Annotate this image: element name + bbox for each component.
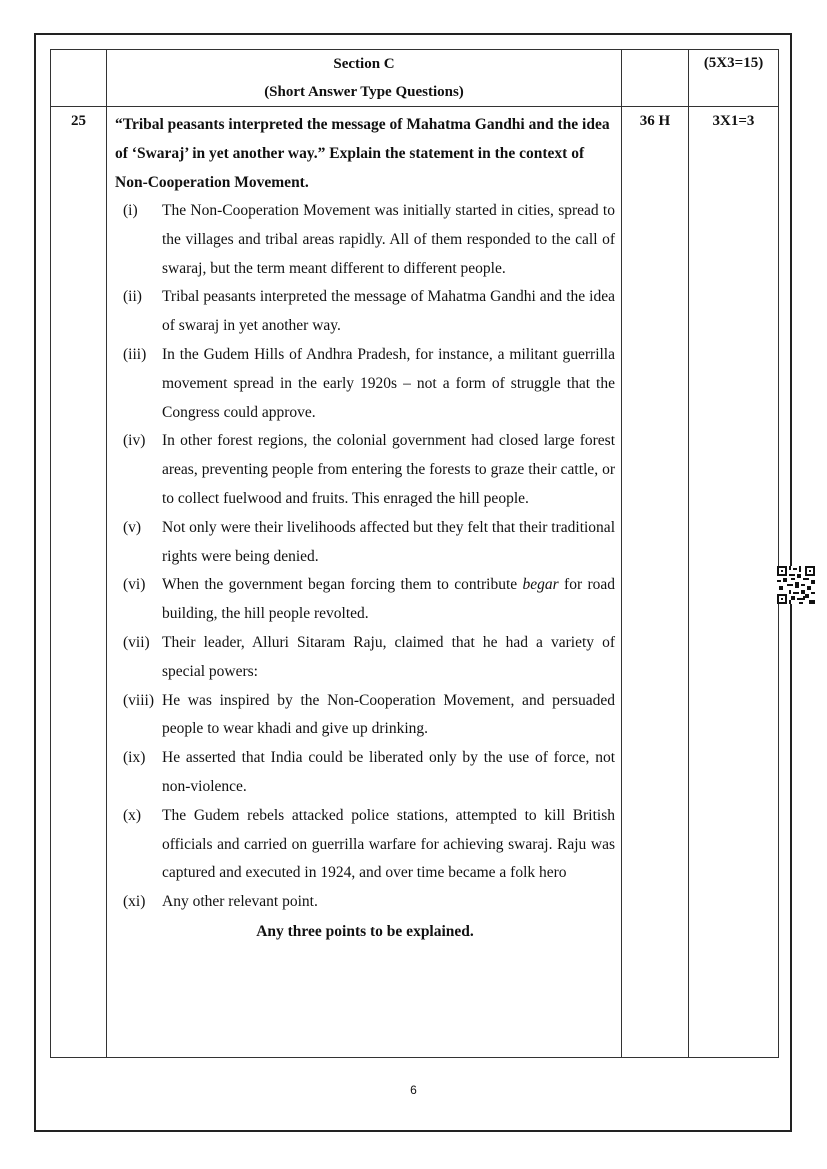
point-number: (xi) — [123, 893, 146, 911]
answer-point — [115, 514, 615, 572]
answer-point — [115, 744, 615, 802]
section-heading-cell — [107, 50, 622, 107]
point-text: Not only were their livelihoods affected but they felt that their traditional rights were being denied. — [162, 518, 615, 565]
answer-point — [115, 629, 615, 687]
answer-points — [115, 197, 615, 917]
answer-point — [115, 571, 615, 629]
point-number: (vii) — [123, 633, 150, 651]
section-title: Section C — [333, 56, 395, 72]
point-number: (ii) — [123, 288, 142, 306]
section-marks-total: (5X3=15) — [689, 50, 779, 107]
point-text: He asserted that India could be liberated only by the use of force, not non-violence. — [162, 749, 615, 795]
question-body — [107, 107, 622, 1058]
page-number: 6 — [410, 1083, 417, 1097]
qr-code-icon — [777, 566, 815, 604]
answer-point — [115, 341, 615, 427]
point-text: Tribal peasants interpreted the message of Mahatma Gandhi and the idea of swaraj in yet another way. — [162, 288, 615, 335]
answer-point — [115, 197, 615, 283]
answer-point — [115, 888, 615, 917]
section-header-row — [51, 50, 779, 107]
point-text: Their leader, Alluri Sitaram Raju, claimed that he had a variety of special powers: — [162, 633, 615, 680]
point-number: (x) — [123, 806, 142, 824]
point-number: (v) — [123, 518, 142, 536]
answer-point — [115, 427, 615, 513]
closing-instruction: Any three points to be explained. — [256, 922, 474, 940]
point-text: The Non-Cooperation Movement was initially started in cities, spread to the villages and tribal areas rapidly. All of them responded to the call of swaraj, but the term meant different to different people. — [162, 202, 615, 277]
question-reference: 36 H — [622, 107, 689, 1058]
point-text: In other forest regions, the colonial government had closed large forest areas, preventing people from entering the forests to graze their cattle, or to collect fuelwood and fruits. This enraged the hill people. — [162, 432, 615, 507]
point-text: In the Gudem Hills of Andhra Pradesh, for instance, a militant guerrilla movement spread in the early 1920s – not a form of struggle that the Congress could approve. — [162, 345, 615, 421]
italic-term: begar — [522, 576, 559, 594]
answer-point — [115, 802, 615, 888]
empty-cell — [51, 50, 107, 107]
point-number: (vi) — [123, 576, 146, 594]
answer-point — [115, 283, 615, 341]
point-number: (iv) — [123, 432, 146, 450]
section-subtitle: (Short Answer Type Questions) — [264, 84, 464, 100]
answer-point — [115, 687, 615, 745]
point-text-part: When the government began forcing them to contribute — [162, 576, 523, 594]
question-row — [51, 107, 779, 1058]
point-number: (viii) — [123, 691, 154, 709]
marking-scheme-table — [50, 49, 779, 1058]
question-number: 25 — [51, 107, 107, 1058]
point-text: Any other relevant point. — [162, 893, 318, 911]
question-text: “Tribal peasants interpreted the message of Mahatma Gandhi and the idea of ‘Swaraj’ in yet another way.” Explain the statement in the context of Non-Cooperation Movement. — [115, 116, 610, 191]
empty-cell — [622, 50, 689, 107]
point-text: He was inspired by the Non-Cooperation Movement, and persuaded people to wear khadi and give up drinking. — [162, 691, 615, 738]
question-marks: 3X1=3 — [689, 107, 779, 1058]
point-number: (i) — [123, 202, 138, 219]
point-text — [162, 571, 615, 629]
point-number: (ix) — [123, 749, 146, 767]
point-number: (iii) — [123, 345, 147, 363]
point-text-part: for road building, the hill people revolted. — [162, 576, 615, 623]
point-text: The Gudem rebels attacked police stations, attempted to kill British officials and carried on guerrilla warfare for achieving swaraj. Raju was captured and executed in 1924, and over time became a folk hero — [162, 806, 615, 882]
